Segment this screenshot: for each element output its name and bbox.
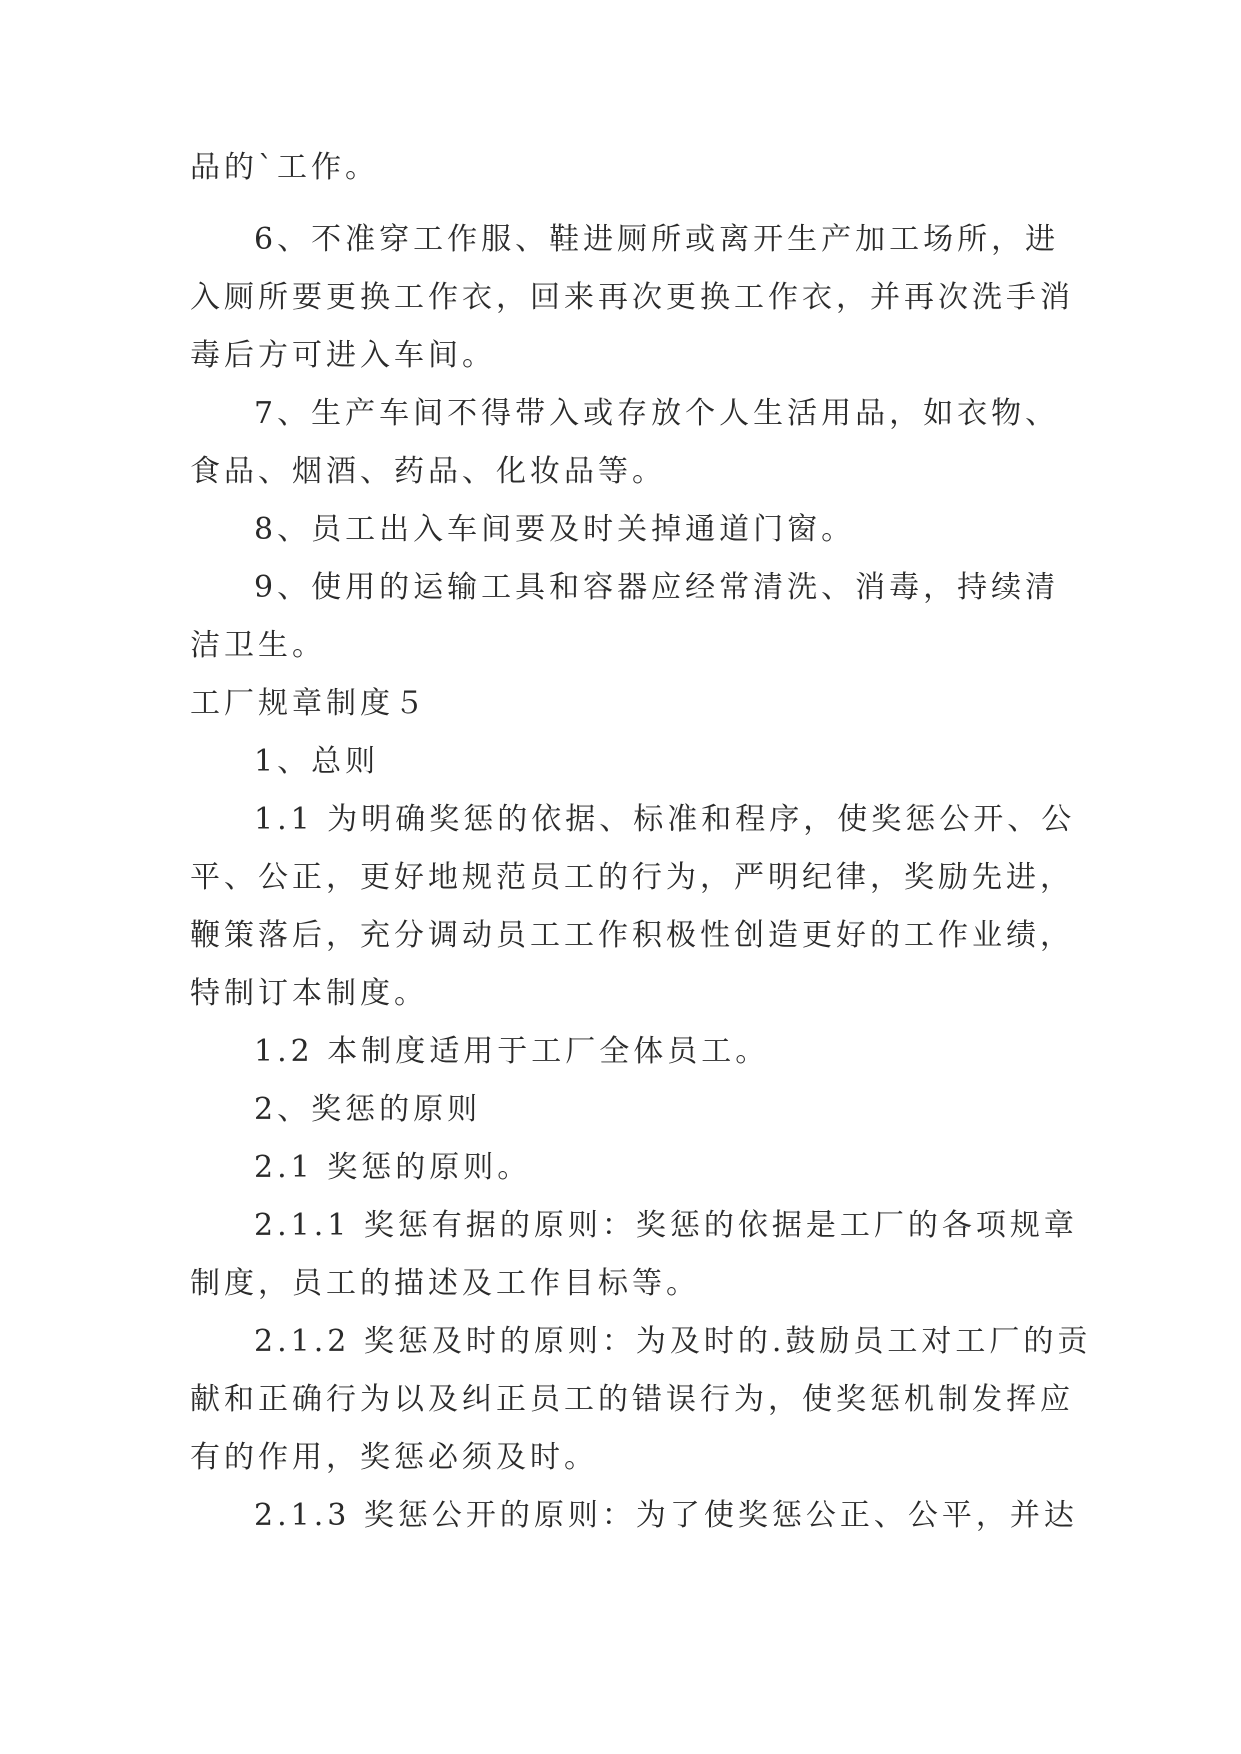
text-line: 2、奖惩的原则 [254, 1092, 482, 1127]
text-line: 有的作用，奖惩必须及时。 [190, 1440, 598, 1475]
text-line: 1.2 本制度适用于工厂全体员工。 [254, 1034, 770, 1069]
text-line: 1.1 为明确奖惩的依据、标准和程序，使奖惩公开、公 [254, 802, 1076, 837]
text-line: 2.1.3 奖惩公开的原则：为了使奖惩公正、公平，并达 [254, 1498, 1078, 1533]
text-line: 2.1 奖惩的原则。 [254, 1150, 532, 1185]
text-line: 制度，员工的描述及工作目标等。 [190, 1266, 700, 1301]
text-line: 2.1.1 奖惩有据的原则：奖惩的依据是工厂的各项规章 [254, 1208, 1078, 1243]
section-heading: 工厂规章制度５ [190, 686, 428, 721]
text-line: 2.1.2 奖惩及时的原则：为及时的.鼓励员工对工厂的贡 [254, 1324, 1092, 1359]
text-line: 入厕所要更换工作衣，回来再次更换工作衣，并再次洗手消 [190, 280, 1074, 315]
text-line: 平、公正，更好地规范员工的行为，严明纪律，奖励先进， [190, 860, 1074, 895]
text-line: 8、员工出入车间要及时关掉通道门窗。 [254, 512, 856, 547]
text-line: 1、总则 [254, 744, 380, 779]
text-line: 献和正确行为以及纠正员工的错误行为，使奖惩机制发挥应 [190, 1382, 1074, 1417]
text-line: 鞭策落后，充分调动员工工作积极性创造更好的工作业绩， [190, 918, 1074, 953]
text-line: 9、使用的运输工具和容器应经常清洗、消毒，持续清 [254, 570, 1060, 605]
text-line: 洁卫生。 [190, 628, 326, 663]
text-line: 毒后方可进入车间。 [190, 338, 496, 373]
text-line: 特制订本制度。 [190, 976, 428, 1011]
text-line: 7、生产车间不得带入或存放个人生活用品，如衣物、 [254, 396, 1060, 431]
text-line: 食品、烟酒、药品、化妆品等。 [190, 454, 666, 489]
text-line: 6、不准穿工作服、鞋进厕所或离开生产加工场所，进 [254, 222, 1060, 257]
text-line: 品的`工作。 [190, 150, 379, 185]
